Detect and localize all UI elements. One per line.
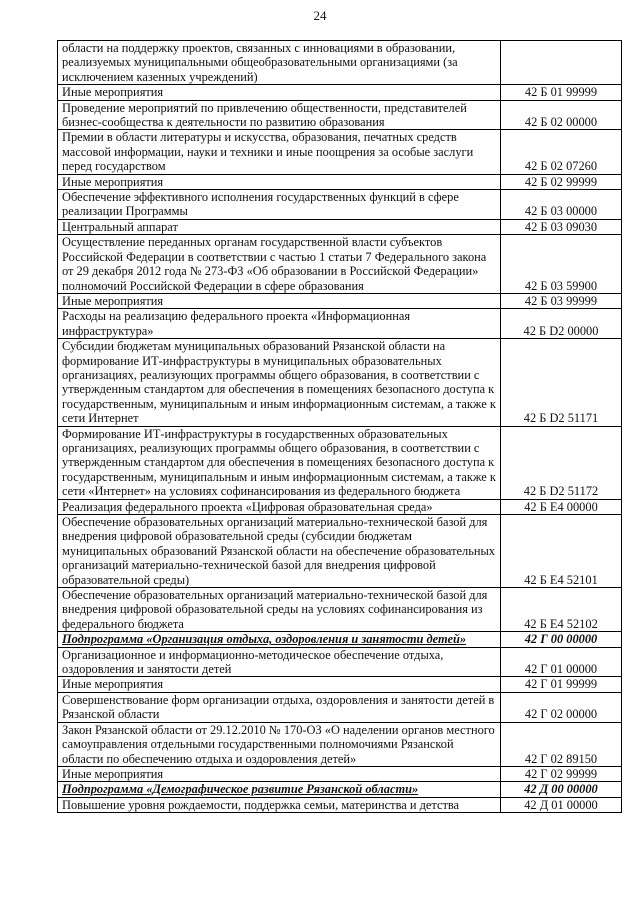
classification-code-cell: 42 Б Е4 52102 — [501, 588, 622, 632]
table-row — [58, 339, 622, 426]
expense-name-cell: Осуществление переданных органам государственной власти субъектов Российской Федерации в соответствии с частью 1 статьи 7 Федерального закона от 29 декабря 2012 года № 273-ФЗ «Об образовании в Российской Федерации» полномочий Российской Федерации в сфере образования — [58, 235, 501, 294]
expense-name-cell: Иные мероприятия — [58, 85, 501, 100]
table-body — [58, 41, 622, 813]
classification-code-cell: 42 Б 03 09030 — [501, 219, 622, 234]
table-row — [58, 426, 622, 499]
expense-name-cell: Субсидии бюджетам муниципальных образований Рязанской области на формирование ИТ-инфраструктуры в муниципальных образовательных организациях, реализующих программы общего образования, в соответствии с утвержденным стандартом для обеспечения в помещениях безопасного доступа к государственным, муниципальным и иным информационным системам, а также к сети Интернет — [58, 339, 501, 426]
table-row — [58, 309, 622, 339]
table-row — [58, 219, 622, 234]
expense-name-cell: области на поддержку проектов, связанных с инновациями в образовании, реализуемых муниципальными общеобразовательными организациями (за исключением казенных учреждений) — [58, 41, 501, 85]
classification-code-cell: 42 Б Е4 52101 — [501, 515, 622, 588]
expense-name-cell: Обеспечение образовательных организаций материально-технической базой для внедрения цифровой образовательной среды на условиях софинансирования из федерального бюджета — [58, 588, 501, 632]
classification-code-cell: 42 Б D2 51171 — [501, 339, 622, 426]
expense-name-cell: Повышение уровня рождаемости, поддержка семьи, материнства и детства — [58, 797, 501, 812]
classification-code-cell: 42 Б D2 00000 — [501, 309, 622, 339]
expense-name-cell: Иные мероприятия — [58, 766, 501, 781]
classification-code-cell: 42 Б 03 99999 — [501, 293, 622, 308]
expense-name-cell: Обеспечение образовательных организаций материально-технической базой для внедрения цифровой образовательной среды (субсидии бюджетам муниципальных образований Рязанской области на обеспечение образовательных организаций материально-технической базой для внедрения цифровой образовательной среды) — [58, 515, 501, 588]
expense-name-cell: Проведение мероприятий по привлечению общественности, представителей бизнес-сообщества к деятельности по развитию образования — [58, 100, 501, 130]
subprogram-row — [58, 782, 622, 797]
table-row — [58, 174, 622, 189]
classification-code-cell: 42 Б Е4 00000 — [501, 499, 622, 514]
expense-name-cell: Организационное и информационно-методическое обеспечение отдыха, оздоровления и занятости детей — [58, 647, 501, 677]
table-row — [58, 797, 622, 812]
classification-code-cell: 42 Г 00 00000 — [501, 632, 622, 647]
table-row — [58, 677, 622, 692]
classification-code-cell: 42 Д 00 00000 — [501, 782, 622, 797]
classification-code-cell: 42 Д 01 00000 — [501, 797, 622, 812]
table-row — [58, 588, 622, 632]
classification-code-cell: 42 Г 01 99999 — [501, 677, 622, 692]
classification-code-cell: 42 Б 02 99999 — [501, 174, 622, 189]
classification-code-cell: 42 Б 02 00000 — [501, 100, 622, 130]
classification-code-cell: 42 Б 02 07260 — [501, 130, 622, 174]
table-row — [58, 293, 622, 308]
table-row — [58, 190, 622, 220]
classification-code-cell: 42 Б 03 59900 — [501, 235, 622, 294]
table-row — [58, 692, 622, 722]
expense-name-cell: Иные мероприятия — [58, 677, 501, 692]
expense-name-cell: Обеспечение эффективного исполнения государственных функций в сфере реализации Программы — [58, 190, 501, 220]
table-row — [58, 41, 622, 85]
table-row — [58, 722, 622, 766]
expense-name-cell: Подпрограмма «Организация отдыха, оздоровления и занятости детей» — [58, 632, 501, 647]
expense-name-cell: Премии в области литературы и искусства, образования, печатных средств массовой информации, науки и техники и иные поощрения за особые заслуги перед государством — [58, 130, 501, 174]
classification-code-cell: 42 Г 02 00000 — [501, 692, 622, 722]
table-row — [58, 647, 622, 677]
expense-name-cell: Иные мероприятия — [58, 174, 501, 189]
classification-code-cell: 42 Г 02 89150 — [501, 722, 622, 766]
table-row — [58, 766, 622, 781]
budget-classification-table — [57, 40, 622, 813]
expense-name-cell: Реализация федерального проекта «Цифровая образовательная среда» — [58, 499, 501, 514]
expense-name-cell: Центральный аппарат — [58, 219, 501, 234]
subprogram-row — [58, 632, 622, 647]
expense-name-cell: Расходы на реализацию федерального проекта «Информационная инфраструктура» — [58, 309, 501, 339]
classification-code-cell: 42 Б 01 99999 — [501, 85, 622, 100]
table-row — [58, 85, 622, 100]
table-row — [58, 100, 622, 130]
table-row — [58, 130, 622, 174]
table-row — [58, 515, 622, 588]
classification-code-cell: 42 Б 03 00000 — [501, 190, 622, 220]
expense-name-cell: Совершенствование форм организации отдыха, оздоровления и занятости детей в Рязанской области — [58, 692, 501, 722]
classification-code-cell: 42 Г 01 00000 — [501, 647, 622, 677]
expense-name-cell: Иные мероприятия — [58, 293, 501, 308]
classification-code-cell: 42 Г 02 99999 — [501, 766, 622, 781]
page-number: 24 — [313, 8, 327, 23]
classification-code-cell — [501, 41, 622, 85]
expense-name-cell: Подпрограмма «Демографическое развитие Рязанской области» — [58, 782, 501, 797]
expense-name-cell: Формирование ИТ-инфраструктуры в государственных образовательных организациях, реализующих программы общего образования, в соответствии с утвержденным стандартом для обеспечения в помещениях безопасного доступа к государственным, муниципальным и иным информационным системам, а также к сети «Интернет» на условиях софинансирования из федерального бюджета — [58, 426, 501, 499]
expense-name-cell: Закон Рязанской области от 29.12.2010 № 170-ОЗ «О наделении органов местного самоуправления отдельными государственными полномочиями Рязанской области по обеспечению отдыха и оздоровления детей» — [58, 722, 501, 766]
table-row — [58, 235, 622, 294]
classification-code-cell: 42 Б D2 51172 — [501, 426, 622, 499]
table-row — [58, 499, 622, 514]
